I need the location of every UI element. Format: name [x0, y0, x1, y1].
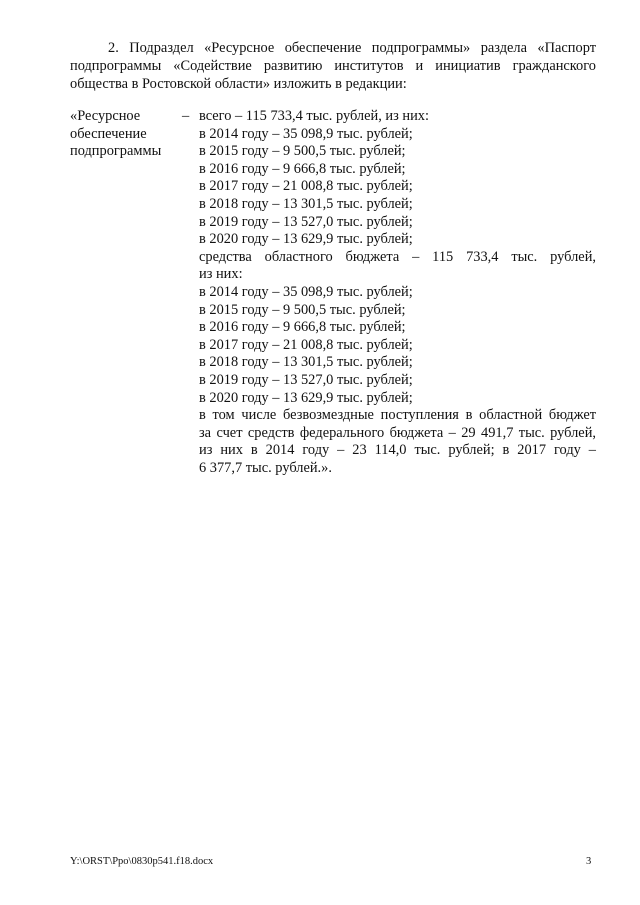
regional-year-item: в 2018 году – 13 301,5 тыс. рублей; — [199, 354, 413, 371]
total-funding: всего – 115 733,4 тыс. рублей, из них: — [199, 108, 429, 124]
passport-values — [199, 108, 596, 477]
passport-label — [70, 108, 180, 161]
total-year-item: в 2014 году – 35 098,9 тыс. рублей; — [199, 125, 413, 142]
passport-label-line: подпрограммы — [70, 143, 162, 160]
regional-year-item: в 2015 году – 9 500,5 тыс. рублей; — [199, 301, 406, 318]
federal-line: 6 377,7 тыс. рублей.». — [199, 459, 332, 476]
total-by-year-list — [199, 126, 596, 249]
passport-label-line: «Ресурсное — [70, 108, 141, 124]
intro-paragraph — [70, 39, 596, 93]
regional-year-item: в 2019 году – 13 527,0 тыс. рублей; — [199, 371, 413, 388]
intro-text: 2. Подраздел «Ресурсное обеспечение подпрограммы» раздела «Паспорт подпрограммы «Содействие развитию институтов и инициатив гражданского общества в Ростовской области» изложить в редакции: — [70, 40, 596, 92]
regional-year-item: в 2020 году – 13 629,9 тыс. рублей; — [199, 389, 413, 406]
total-year-item: в 2020 году – 13 629,9 тыс. рублей; — [199, 231, 413, 248]
footer-page-number: 3 — [586, 856, 592, 867]
total-year-item: в 2017 году – 21 008,8 тыс. рублей; — [199, 178, 413, 195]
federal-line: в том числе безвозмездные поступления в областной бюджет — [199, 407, 596, 424]
regional-funding-line-2: из них: — [199, 266, 243, 283]
regional-by-year-list — [199, 284, 596, 407]
regional-year-item: в 2017 году – 21 008,8 тыс. рублей; — [199, 336, 413, 353]
total-year-item: в 2016 году – 9 666,8 тыс. рублей; — [199, 160, 406, 177]
federal-line: за счет средств федерального бюджета – 29 491,7 тыс. рублей, — [199, 424, 596, 441]
regional-funding-line-1: средства областного бюджета – 115 733,4 тыс. рублей, — [199, 248, 596, 265]
regional-year-item: в 2016 году – 9 666,8 тыс. рублей; — [199, 319, 406, 336]
federal-line: из них в 2014 году – 23 114,0 тыс. рублей; в 2017 году – — [199, 442, 596, 459]
total-year-item: в 2018 году – 13 301,5 тыс. рублей; — [199, 195, 413, 212]
total-year-item: в 2019 году – 13 527,0 тыс. рублей; — [199, 213, 413, 230]
passport-label-line: обеспечение — [70, 125, 147, 142]
federal-funding-paragraph — [199, 407, 596, 477]
regional-year-item: в 2014 году – 35 098,9 тыс. рублей; — [199, 283, 413, 300]
total-year-item: в 2015 году – 9 500,5 тыс. рублей; — [199, 143, 406, 160]
passport-dash: – — [182, 108, 190, 124]
footer-file-path: Y:\ORST\Ppo\0830p541.f18.docx — [70, 856, 214, 867]
